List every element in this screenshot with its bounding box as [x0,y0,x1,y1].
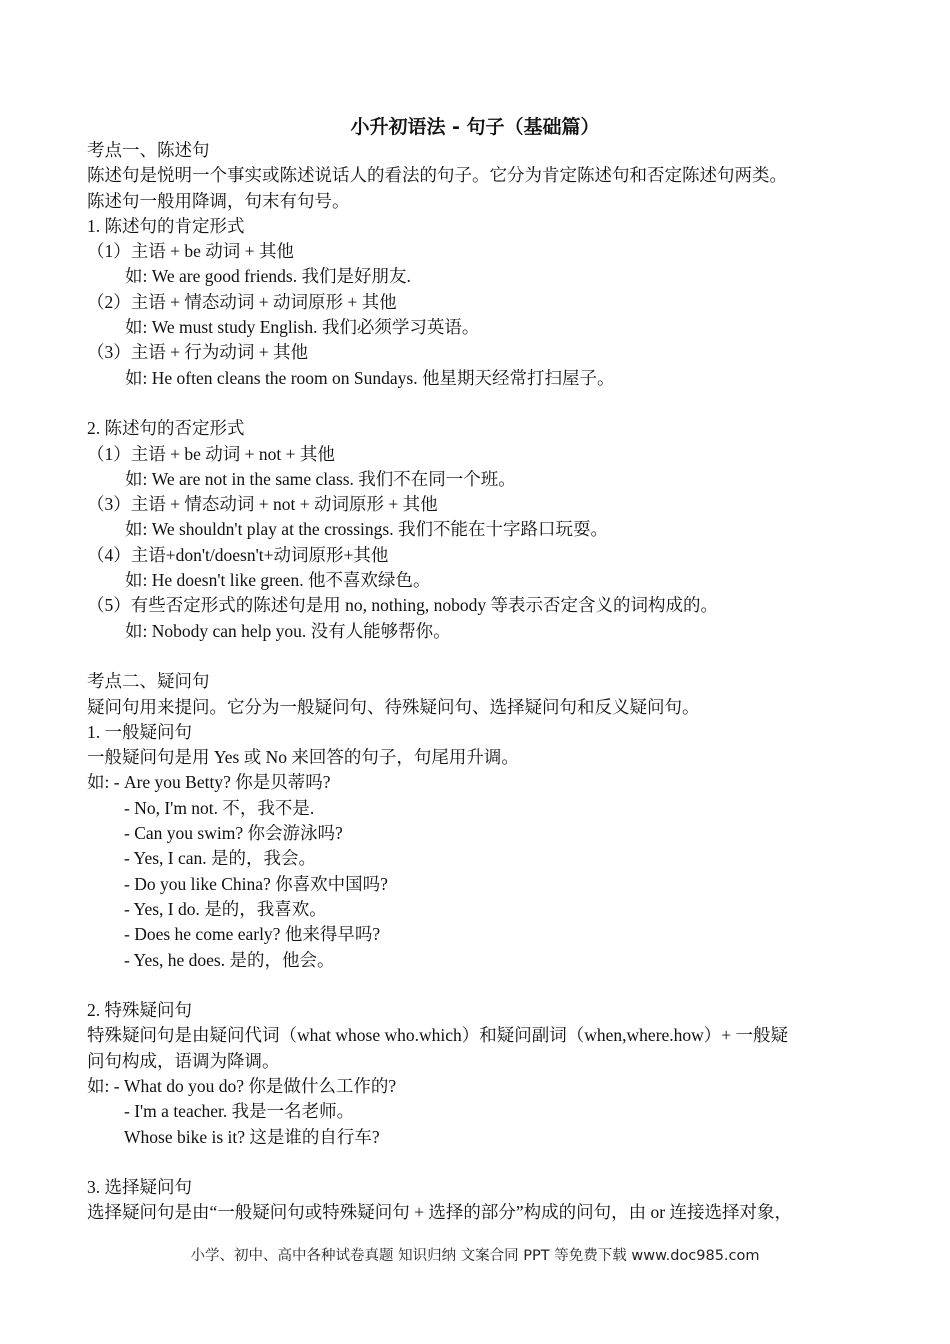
example-line: 如: We shouldn't play at the crossings. 我们不能在十字路口玩耍。 [125,519,608,540]
dialogue-line: Whose bike is it? 这是谁的自行车? [124,1126,380,1147]
subsection-heading: 1. 一般疑问句 [87,721,192,742]
paragraph: 陈述句一般用降调，句末有句号。 [87,190,350,211]
dialogue-line: - Yes, I can. 是的，我会。 [124,848,317,869]
dialogue-line: - No, I'm not. 不，我不是. [124,797,315,818]
dialogue-line: 如: - Are you Betty? 你是贝蒂吗? [87,772,331,793]
dialogue-line: - I'm a teacher. 我是一名老师。 [124,1101,355,1122]
page-footer: 小学、初中、高中各种试卷真题 知识归纳 文案合同 PPT 等免费下载 www.doc985.com [190,1248,760,1264]
example-line: 如: We are not in the same class. 我们不在同一个班。 [125,468,516,489]
paragraph: 疑问句用来提问。它分为一般疑问句、待殊疑问句、选择疑问句和反义疑问句。 [87,696,700,717]
dialogue-line: - Do you like China? 你喜欢中国吗? [124,873,388,894]
paragraph: 特殊疑问句是由疑问代词（what whose who.which）和疑问副词（when,where.how）+ 一般疑 [87,1025,789,1046]
paragraph: 问句构成，语调为降调。 [87,1050,280,1071]
subsection-heading: 1. 陈述句的肯定形式 [87,215,245,236]
section-heading: 考点一、陈述句 [87,140,210,160]
document-body [87,138,877,1226]
dialogue-line: 如: - What do you do? 你是做什么工作的? [87,1075,397,1096]
spacer [87,644,877,669]
rule-line: （3）主语 + 行为动词 + 其他 [87,342,308,363]
dialogue-line: - Can you swim? 你会游泳吗? [124,823,343,844]
example-line: 如: We are good friends. 我们是好朋友. [125,266,411,287]
example-line: 如: Nobody can help you. 没有人能够帮你。 [125,620,451,641]
example-line: 如: He often cleans the room on Sundays. 他星期天经常打扫屋子。 [125,367,615,388]
paragraph: 选择疑问句是由“一般疑问句或特殊疑问句 + 选择的部分”构成的问句，由 or 连接选择对象， [87,1202,792,1223]
rule-line: （2）主语 + 情态动词 + 动词原形 + 其他 [87,291,397,312]
spacer [87,391,877,416]
rule-line: （4）主语+don't/doesn't+动词原形+其他 [87,544,389,565]
paragraph: 一般疑问句是用 Yes 或 No 来回答的句子，句尾用升调。 [87,747,519,768]
rule-line: （1）主语 + be 动词 + 其他 [87,241,294,262]
dialogue-line: - Yes, he does. 是的，他会。 [124,949,335,970]
rule-line: （1）主语 + be 动词 + not + 其他 [87,443,335,464]
spacer [87,973,877,998]
subsection-heading: 3. 选择疑问句 [87,1177,192,1198]
example-line: 如: We must study English. 我们必须学习英语。 [125,317,480,338]
subsection-heading: 2. 陈述句的否定形式 [87,418,245,439]
dialogue-line: - Does he come early? 他来得早吗? [124,924,381,945]
example-line: 如: He doesn't like green. 他不喜欢绿色。 [125,570,431,591]
section-heading: 考点二、疑问句 [87,671,210,692]
spacer [87,1150,877,1175]
rule-line: （3）主语 + 情态动词 + not + 动词原形 + 其他 [87,494,438,515]
dialogue-line: - Yes, I do. 是的，我喜欢。 [124,898,327,919]
page-title: 小升初语法 - 句子（基础篇） [350,116,600,138]
paragraph: 陈述句是悦明一个事实或陈述说话人的看法的句子。它分为肯定陈述句和否定陈述句两类。 [87,165,787,186]
rule-line: （5）有些否定形式的陈述句是用 no, nothing, nobody 等表示否定含义的词构成的。 [87,595,718,616]
subsection-heading: 2. 特殊疑问句 [87,1000,192,1021]
